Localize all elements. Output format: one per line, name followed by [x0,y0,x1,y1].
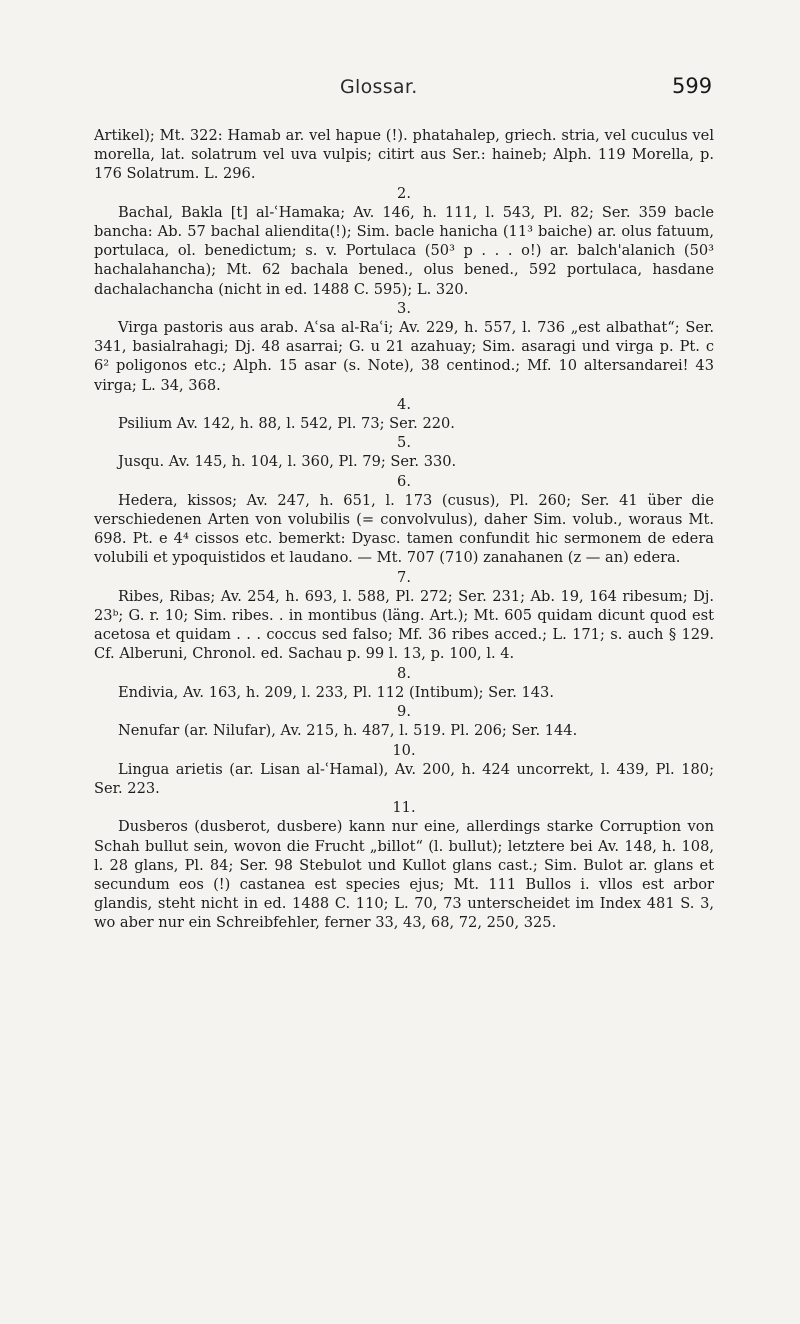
entry-text: Lingua arietis (ar. Lisan al-ʿHamal), Av. 200, h. 424 uncorrekt, l. 439, Pl. 180; Ser. 223. [94,760,714,797]
entry-number: 9. [397,703,411,721]
entry-text: Endivia, Av. 163, h. 209, l. 233, Pl. 112 (Intibum); Ser. 143. [118,683,554,701]
entry-number: 3. [397,299,411,317]
entry-number: 4. [397,395,411,413]
entry-number: 7. [397,568,411,586]
entry-number: 8. [397,664,411,682]
entry-text: Bachal, Bakla [t] al-ʿHamaka; Av. 146, h. 111, l. 543, Pl. 82; Ser. 359 bacle bancha: Ab. 57 bachal aliendita(!); Sim. bacle hanicha (11³ baiche) ar. olus fatuum, portulaca, ol. benedictum; s. v. Portulaca (50³ p . . . o!) ar. balch'alanich (50³ hachalahancha); Mt. 62 bachala bened., olus bened., 592 portulaca, hasdane dachalachancha (nicht in ed. 1488 C. 595); L. 320. [94,203,714,298]
entry-text: Virga pastoris aus arab. Aʿsa al-Raʿi; Av. 229, h. 557, l. 736 „est albathat“; Ser. 341, basialrahagi; Dj. 48 asarrai; G. u 21 azahuay; Sim. asaragi und virga p. Pt. c 6² poligonos etc.; Alph. 15 asar (s. Note), 38 centinod.; Mf. 10 altersandarei! 43 virga; L. 34, 368. [94,319,714,394]
entry-text: Psilium Av. 142, h. 88, l. 542, Pl. 73; Ser. 220. [118,415,455,433]
entry-text: Nenufar (ar. Nilufar), Av. 215, h. 487, l. 519. Pl. 206; Ser. 144. [118,722,578,740]
entry-text: Jusqu. Av. 145, h. 104, l. 360, Pl. 79; Ser. 330. [118,453,457,471]
glossary-body [94,126,714,933]
entry-number: 2. [397,184,411,202]
entry-text: Artikel); Mt. 322: Hamab ar. vel hapue (!). phatahalep, griech. stria, vel cuculus vel morella, lat. solatrum vel uva vulpis; citirt aus Ser.: haineb; Alph. 119 Morella, p. 176 Solatrum. L. 296. [94,127,714,183]
entry-number: 11. [392,799,416,817]
page-number: 599 [672,74,713,98]
entry-number: 6. [397,472,411,490]
running-head: Glossar. [340,76,418,98]
entry-number: 5. [397,434,411,452]
entry-text: Hedera, kissos; Av. 247, h. 651, l. 173 (cusus), Pl. 260; Ser. 41 über die verschiedenen Arten von volubilis (= convolvulus), daher Sim. volub., woraus Mt. 698. Pt. e 4⁴ cissos etc. bemerkt: Dyasc. tamen confundit hic sermonem de edera volubili et ypoquistidos et laudano. — Mt. 707 (710) zanahanen (z — an) edera. [94,491,714,567]
entry-text: Ribes, Ribas; Av. 254, h. 693, l. 588, Pl. 272; Ser. 231; Ab. 19, 164 ribesum; Dj. 23ᵇ; G. r. 10; Sim. ribes. . in montibus (läng. Art.); Mt. 605 quidam dicunt quod est acetosa et quidam . . . coccus sed falso; Mf. 36 ribes acced.; L. 171; s. auch § 129. Cf. Alberuni, Chronol. ed. Sachau p. 99 l. 13, p. 100, l. 4. [94,587,714,663]
entry-number: 10. [392,741,416,759]
entry-text: Dusberos (dusberot, dusbere) kann nur eine, allerdings starke Corruption von Schah bullut sein, wovon die Frucht „billot“ (l. bullut); letztere bei Av. 148, h. 108, l. 28 glans, Pl. 84; Ser. 98 Stebulot und Kullot glans cast.; Sim. Bulot ar. glans et secundum eos (!) castanea est species ejus; Mt. 111 Bullos i. vllos est arbor glandis, steht nicht in ed. 1488 C. 110; L. 70, 73 unterscheidet im Index 481 S. 3, wo aber nur ein Schreibfehler, ferner 33, 43, 68, 72, 250, 325. [94,818,714,932]
